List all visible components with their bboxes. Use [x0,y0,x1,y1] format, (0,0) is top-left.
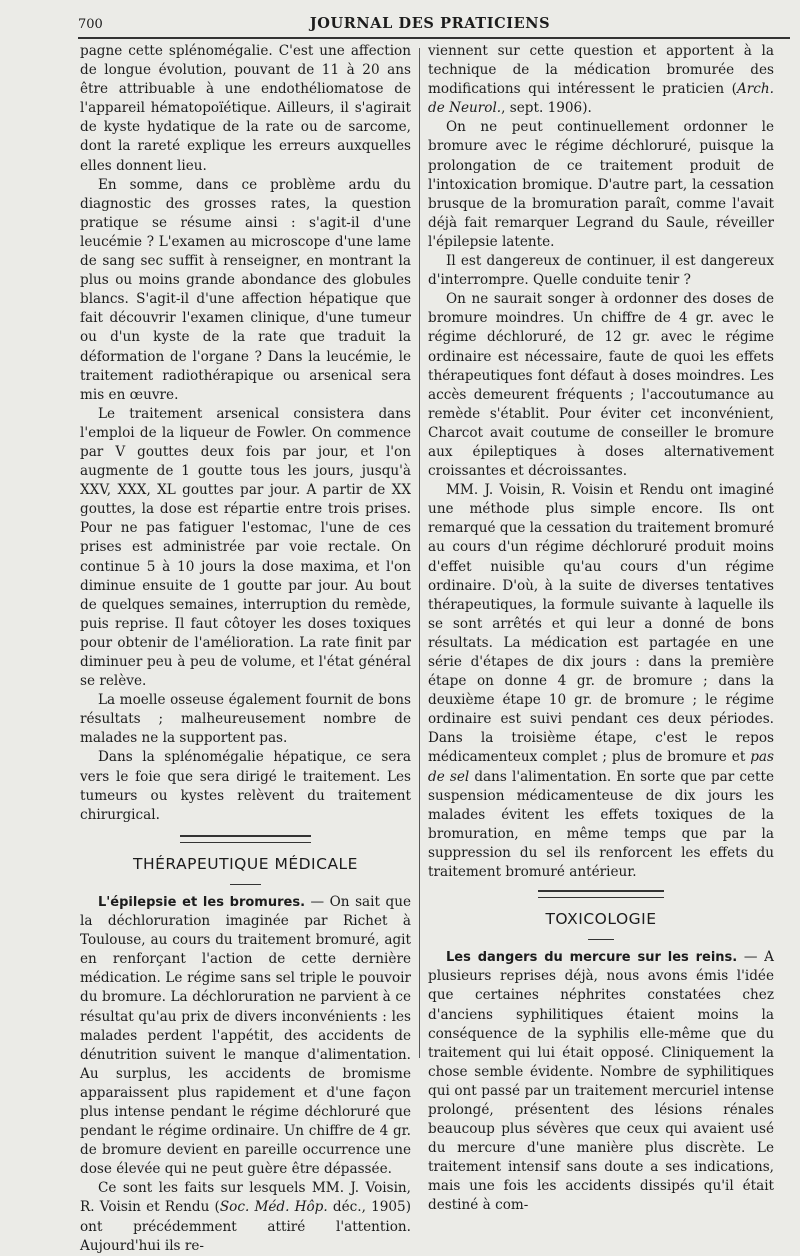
article-title: L'épilepsie et les bromures. [98,894,306,910]
citation: Arch. de Neurol. [428,81,774,117]
article-text: dans l'alimentation. En sorte que par cette suspension médicamenteuse de dix jours les malades évitent les effets toxiques de la bromuration, en même temps que par la suppression du sel ils renforcent les effets du traitement bromuré antérieur. [428,768,775,881]
paragraph: pagne cette splénomégalie. C'est une affection de longue évolution, pouvant de 11 à 20 ans être attribuable à une endothéliomatose de l'appareil hématopoïétique. Ailleurs, il s'agirait de kyste hydatique de la rate ou de sarcome, dont la rareté explique les erreurs auxquelles elles donnent lieu. [80,43,411,174]
emphasis: pas de sel [428,749,774,785]
section-title: THÉRAPEUTIQUE MÉDICALE [133,854,358,873]
article-paragraph [80,893,411,1179]
paragraph: La moelle osseuse également fournit de bons résultats ; malheureusement nombre de malades ne la supportent pas. [80,692,411,747]
section-rule [538,890,664,898]
page-header [70,13,790,35]
article-paragraph [80,1179,411,1255]
article-text: , sept. 1906). [501,100,592,117]
paragraph [428,481,774,882]
article-text: Ce sont les faits sur lesquels MM. J. Voisin, R. Voisin et Rendu ( [80,1180,411,1216]
section-rule [588,939,614,940]
paragraph: On ne peut continuellement ordonner le bromure avec le régime déchloruré, puisque la prolongation de ce traitement produit de l'intoxication bromique. D'autre part, la cessation brusque de la bromuration paraît, comme l'avait déjà fait remarquer Legrand du Saule, réveiller l'épilepsie latente. [428,119,774,250]
paragraph: On ne saurait songer à ordonner des doses de bromure moindres. Un chiffre de 4 gr. avec le régime déchloruré, de 12 gr. avec le régime ordinaire est nécessaire, faute de quoi les effets thérapeutiques font défaut à doses moindres. Les accès demeurent fréquents ; l'accoutumance au remède s'établit. Pour éviter cet inconvénient, Charcot avait coutume de conseiller le bromure aux épileptiques à doses alternativement croissantes et décroissantes. [428,291,774,480]
citation: Soc. Méd. Hôp. [219,1199,328,1216]
section-heading-toxicologie [428,890,774,940]
article-paragraph [428,948,774,1215]
page-number: 700 [78,17,103,32]
column-divider [419,48,420,1058]
article-title: Les dangers du mercure sur les reins. [446,950,738,966]
article-text: — On sait que la déchloruration imaginée par Richet à Toulouse, au cours du traitement bromuré, agit en renforçant l'action de cette dernière médication. Le régime sans sel triple le pouvoir du bromure. La déchloruration ne parvient à ce résultat qu'au prix de divers inconvénients : les malades perdent l'appétit, des accidents de dénutrition suivent le manque d'alimentation. Au surplus, les accidents de bromisme apparaissent plus rapidement et d'une façon plus intense pendant le régime déchloruré que pendant le régime ordinaire. Un chiffre de 4 gr. de bromure devient en pareille occurrence une dose élevée qui ne peut guère être dépassée. [80,893,411,1178]
section-title: TOXICOLOGIE [545,910,657,929]
article-text: viennent sur cette question et apportent à la technique de la médication bromurée des modifications qui intéressent le praticien ( [428,43,774,98]
header-rule [78,37,790,39]
article-text: MM. J. Voisin, R. Voisin et Rendu ont imaginé une méthode plus simple encore. Ils ont remarqué que la cessation du traitement bromuré au cours d'un régime déchloruré produit moins d'effet nuisible qu'au cours d'un régime ordinaire. D'où, à la suite de diverses tentatives thérapeutiques, la formule suivante à laquelle ils se sont arrêtés et qui leur a donné de bons résultats. La médication est partagée en une série d'étapes de dix jours : dans la première étape on donne 4 gr. de bromure ; dans la deuxième étape 10 gr. de bromure ; le régime ordinaire est suivi pendant ces deux périodes. Dans la troisième étape, c'est le repos médicamenteux complet ; plus de bromure et [428,482,774,766]
section-rule [180,835,311,843]
paragraph: Le traitement arsenical consistera dans l'emploi de la liqueur de Fowler. On commence par V gouttes deux fois par jour, et l'on augmente de 1 goutte tous les jours, jusqu'à XXV, XXX, XL gouttes par jour. A partir de XX gouttes, la dose est répartie entre trois prises. Pour ne pas fatiguer l'estomac, l'une de ces prises est administrée par voie rectale. On continue 5 à 10 jours la dose maxima, et l'on diminue ensuite de 1 goutte par jour. Au bout de quelques semaines, interruption du remède, puis reprise. Il faut côtoyer les doses toxiques pour obtenir de l'amélioration. La rate finit par diminuer peu à peu de volume, et l'état général se relève. [80,405,411,690]
journal-title: JOURNAL DES PRATICIENS [309,15,551,32]
section-heading-therapeutique [80,835,411,885]
right-column [428,42,774,1216]
paragraph: Dans la splénomégalie hépatique, ce sera vers le foie que sera dirigé le traitement. Les tumeurs ou kystes relèvent du traitement chirurgical. [80,749,411,823]
paragraph: Il est dangereux de continuer, il est dangereux d'interrompre. Quelle conduite tenir ? [428,253,774,289]
article-text: — A plusieurs reprises déjà, nous avons émis l'idée que certaines néphrites constatées chez d'anciens syphilitiques étaient moins la conséquence de la syphilis elle-même que du traitement qui lui était opposé. Cliniquement la chose semble évidente. Nombre de syphilitiques qui ont passé par un traitement mercuriel intense prolongé, présentent des lésions rénales beaucoup plus sévères que ceux qui avaient usé du mercure d'une manière plus discrète. Le traitement intensif sans doute a ses indications, mais une fois les accidents dissipés qu'il était destiné à com- [428,949,774,1214]
paragraph: En somme, dans ce problème ardu du diagnostic des grosses rates, la question pratique se résume ainsi : s'agit-il d'une leucémie ? L'examen au microscope d'une lame de sang sec suffit à renseigner, en montrant la plus ou moins grande abondance des globules blancs. S'agit-il d'une affection hépatique que fait découvrir l'examen clinique, d'une tumeur ou d'un kyste de la rate que traduit la déformation de l'organe ? Dans la leucémie, le traitement radiothérapique ou arsenical sera mis en œuvre. [80,176,411,403]
left-column [80,42,411,1256]
article-text: déc., 1905) ont précédemment attiré l'attention. Aujourd'hui ils re- [80,1199,411,1254]
section-rule [230,884,261,885]
paragraph [428,42,774,118]
